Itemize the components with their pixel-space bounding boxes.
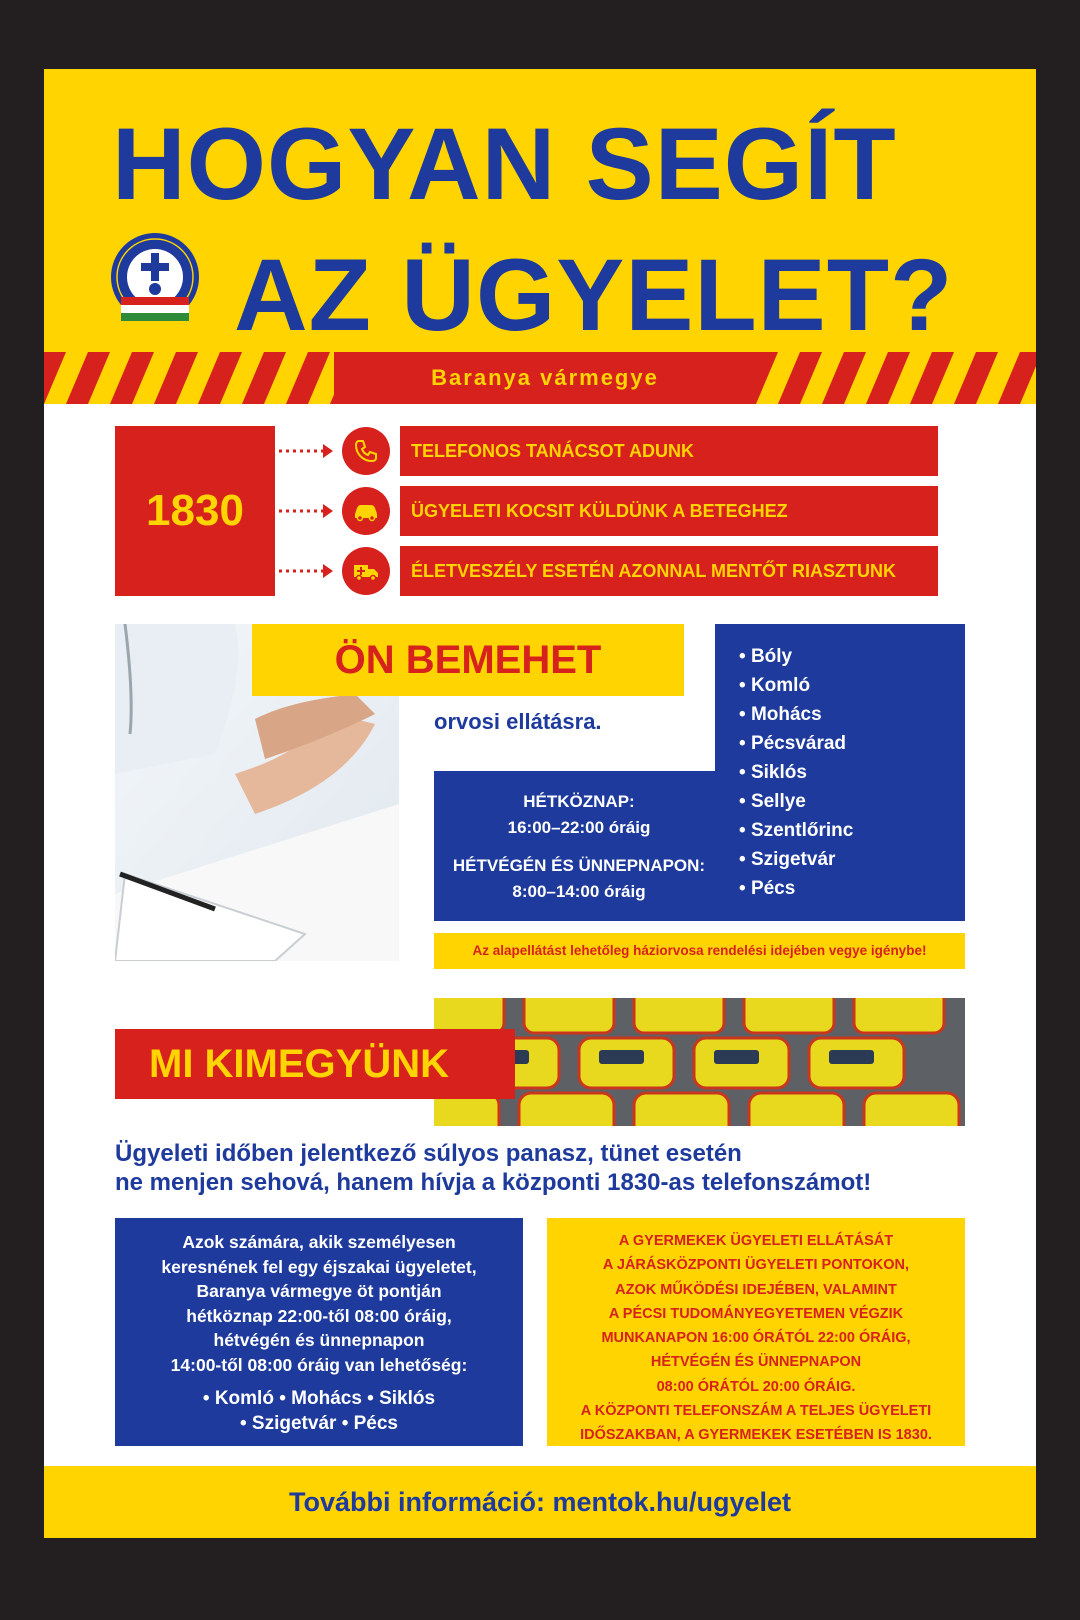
- instruction-line: Ügyeleti időben jelentkező súlyos panasz, tünet esetén: [115, 1140, 742, 1167]
- title-line-1: HOGYAN SEGÍT: [112, 107, 897, 221]
- town-item: • Bóly: [739, 642, 965, 671]
- county-name: Baranya vármegye: [431, 365, 659, 390]
- ambulance-service-logo: [107, 231, 203, 327]
- header: [44, 69, 1036, 352]
- night-line: hétköznap 22:00-től 08:00 óráig,: [186, 1305, 452, 1326]
- poster: [44, 69, 1036, 1538]
- children-line: A PÉCSI TUDOMÁNYEGYETEMEN VÉGZIK: [608, 1305, 904, 1322]
- town-item: • Sellye: [739, 787, 965, 816]
- children-line: HÉTVÉGÉN ÉS ÜNNEPNAPON: [650, 1354, 862, 1371]
- night-line: Azok számára, akik személyesen: [182, 1232, 456, 1252]
- county-banner: [44, 352, 1036, 404]
- night-line: hétvégén és ünnepnapon: [213, 1330, 425, 1350]
- town-item: • Szigetvár: [739, 845, 965, 874]
- children-line: IDŐSZAKBAN, A GYERMEKEK ESETÉBEN IS 1830.: [580, 1427, 932, 1444]
- town-item: • Pécs: [739, 874, 965, 903]
- weekday-hours: 16:00–22:00 óráig: [507, 818, 651, 837]
- gp-notice: Az alapellátást lehetőleg háziorvosa rendelési idejében vegye igénybe!: [434, 933, 965, 969]
- town-item: • Komló: [739, 671, 965, 700]
- dotted-arrow-icon: [275, 486, 337, 536]
- night-duty-box: [115, 1218, 523, 1446]
- night-towns: [115, 1387, 523, 1436]
- night-line: 14:00-től 08:00 óráig van lehetőség:: [170, 1354, 468, 1375]
- children-line: MUNKANAPON 16:00 ÓRÁTÓL 22:00 ÓRÁIG,: [601, 1330, 911, 1347]
- night-line: Baranya vármegye öt pontján: [196, 1281, 442, 1301]
- children-care-box: [547, 1218, 965, 1446]
- service-label: TELEFONOS TANÁCSOT ADUNK: [400, 426, 938, 476]
- dotted-arrow-icon: [275, 546, 337, 596]
- children-line: AZOK MŰKÖDÉSI IDEJÉBEN, VALAMINT: [615, 1281, 897, 1298]
- night-line: keresnének fel egy éjszakai ügyeletet,: [161, 1256, 477, 1277]
- walkin-hours: [434, 771, 724, 921]
- ambulance-icon: [342, 547, 390, 595]
- title-line-2: AZ ÜGYELET?: [234, 238, 954, 352]
- town-item: • Mohács: [739, 700, 965, 729]
- weekend-label: HÉTVÉGÉN ÉS ÜNNEPNAPON:: [452, 856, 706, 875]
- service-row-phone: [275, 426, 1011, 476]
- mobile-heading: MI KIMEGYÜNK: [115, 1029, 515, 1099]
- hazard-stripes-right: [756, 352, 1036, 404]
- service-label: ÉLETVESZÉLY ESETÉN AZONNAL MENTŐT RIASZTUNK: [400, 546, 938, 596]
- service-row-car: [275, 486, 1011, 536]
- walkin-town-list: [715, 624, 965, 921]
- weekday-label: HÉTKÖZNAP:: [523, 792, 635, 811]
- walkin-heading: ÖN BEMEHET: [252, 624, 684, 696]
- children-line: A KÖZPONTI TELEFONSZÁM A TELJES ÜGYELETI: [580, 1403, 932, 1420]
- children-line: 08:00 ÓRÁTÓL 20:00 ÓRÁIG.: [656, 1378, 856, 1395]
- footer-info[interactable]: További információ: mentok.hu/ugyelet: [44, 1466, 1036, 1538]
- night-towns-line: • Szigetvár • Pécs: [240, 1412, 398, 1434]
- phone-icon: [342, 427, 390, 475]
- night-towns-line: • Komló • Mohács • Siklós: [202, 1388, 436, 1409]
- hazard-stripes-left: [44, 352, 334, 404]
- walkin-subtext: orvosi ellátásra.: [434, 709, 602, 734]
- service-row-ambulance: [275, 546, 1011, 596]
- call-instruction: [115, 1139, 995, 1197]
- car-icon: [342, 487, 390, 535]
- town-item: • Siklós: [739, 758, 965, 787]
- town-item: • Pécsvárad: [739, 729, 965, 758]
- children-line: A GYERMEKEK ÜGYELETI ELLÁTÁSÁT: [618, 1233, 894, 1249]
- town-item: • Szentlőrinc: [739, 816, 965, 845]
- service-label: ÜGYELETI KOCSIT KÜLDÜNK A BETEGHEZ: [400, 486, 938, 536]
- instruction-line: ne menjen sehová, hanem hívja a központi 1830-as telefonszámot!: [115, 1169, 872, 1196]
- weekend-hours: 8:00–14:00 óráig: [512, 882, 646, 901]
- children-line: A JÁRÁSKÖZPONTI ÜGYELETI PONTOKON,: [602, 1257, 910, 1274]
- hotline-number: 1830: [115, 426, 275, 596]
- dotted-arrow-icon: [275, 426, 337, 476]
